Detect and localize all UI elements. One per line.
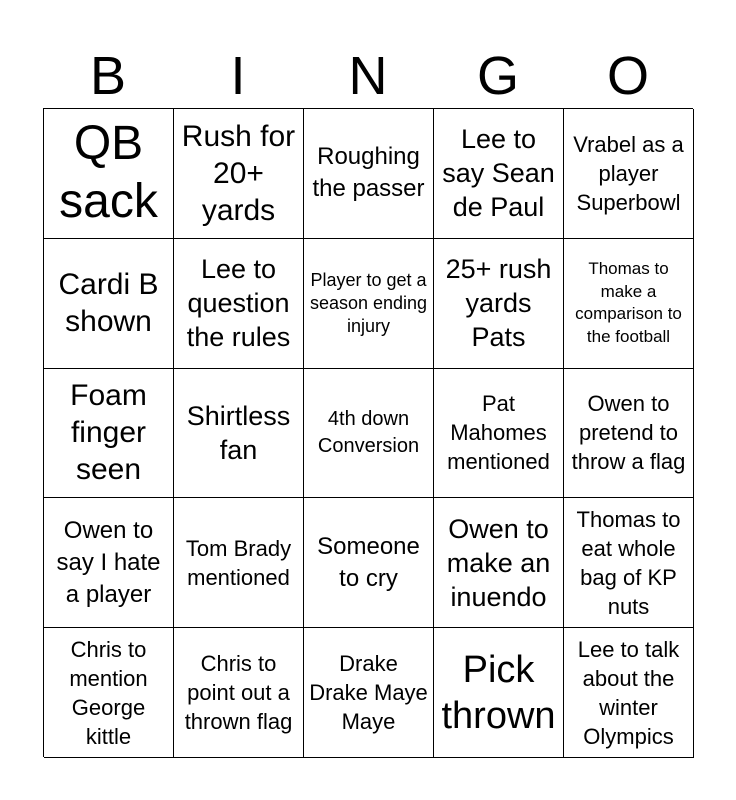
bingo-cell[interactable] [564, 239, 694, 369]
bingo-cell[interactable] [564, 369, 694, 499]
cell-text: Rush for 20+ yards [181, 119, 296, 227]
header-letter-n: N [348, 46, 388, 106]
bingo-cell[interactable] [564, 498, 694, 628]
bingo-card-grid [43, 108, 693, 757]
cell-text: Lee to talk about the winter Olympics [577, 636, 680, 749]
cell-text: Shirtless fan [186, 400, 291, 465]
cell-text: Lee to say Sean de Paul [442, 124, 555, 223]
cell-text: Chris to point out a thrown flag [184, 651, 293, 735]
bingo-cell[interactable] [434, 109, 564, 239]
bingo-cell[interactable] [304, 628, 434, 758]
bingo-cell[interactable] [174, 369, 304, 499]
bingo-cell[interactable] [434, 239, 564, 369]
bingo-cell[interactable] [44, 498, 174, 628]
cell-text: Pick thrown [441, 648, 556, 737]
bingo-cell[interactable] [44, 628, 174, 758]
bingo-cell[interactable] [564, 109, 694, 239]
cell-text: Owen to pretend to throw a flag [571, 391, 686, 475]
cell-text: Cardi B shown [58, 268, 159, 339]
bingo-cell[interactable] [304, 498, 434, 628]
cell-text: Thomas to make a comparison to the football [575, 259, 682, 346]
bingo-cell[interactable] [174, 239, 304, 369]
bingo-cell[interactable] [304, 239, 434, 369]
cell-text: Thomas to eat whole bag of KP nuts [576, 506, 681, 619]
bingo-cell[interactable] [434, 628, 564, 758]
bingo-cell[interactable] [434, 369, 564, 499]
bingo-cell[interactable] [44, 109, 174, 239]
cell-text: Foam finger seen [70, 379, 147, 487]
bingo-header [43, 44, 693, 108]
bingo-cell[interactable] [44, 239, 174, 369]
cell-text: Owen to make an inuendo [446, 513, 551, 612]
header-letter-o: O [606, 46, 649, 106]
cell-text: Lee to question the rules [186, 254, 291, 353]
bingo-cell[interactable] [174, 498, 304, 628]
cell-text: 4th down Conversion [317, 407, 420, 457]
bingo-cell[interactable] [434, 498, 564, 628]
bingo-cell[interactable] [44, 369, 174, 499]
cell-text: Someone to cry [317, 532, 420, 592]
cell-text: 25+ rush yards Pats [445, 254, 552, 353]
header-letter-b: B [89, 46, 127, 106]
cell-text: Chris to mention George kittle [69, 636, 148, 749]
cell-text: Roughing the passer [312, 143, 425, 203]
cell-text: QB sack [59, 117, 158, 229]
cell-text: Owen to say I hate a player [56, 516, 161, 608]
bingo-cell[interactable] [174, 109, 304, 239]
header-letter-i: I [230, 46, 246, 106]
cell-text: Pat Mahomes mentioned [447, 391, 550, 475]
bingo-cell[interactable] [174, 628, 304, 758]
cell-text: Drake Drake Maye Maye [309, 651, 428, 735]
bingo-cell[interactable] [304, 109, 434, 239]
cell-text: Tom Brady mentioned [185, 535, 292, 590]
cell-text: Vrabel as a player Superbowl [573, 131, 684, 215]
cell-text: Player to get a season ending injury [309, 269, 428, 336]
header-letter-g: G [476, 46, 519, 106]
bingo-cell[interactable] [304, 369, 434, 499]
bingo-cell[interactable] [564, 628, 694, 758]
